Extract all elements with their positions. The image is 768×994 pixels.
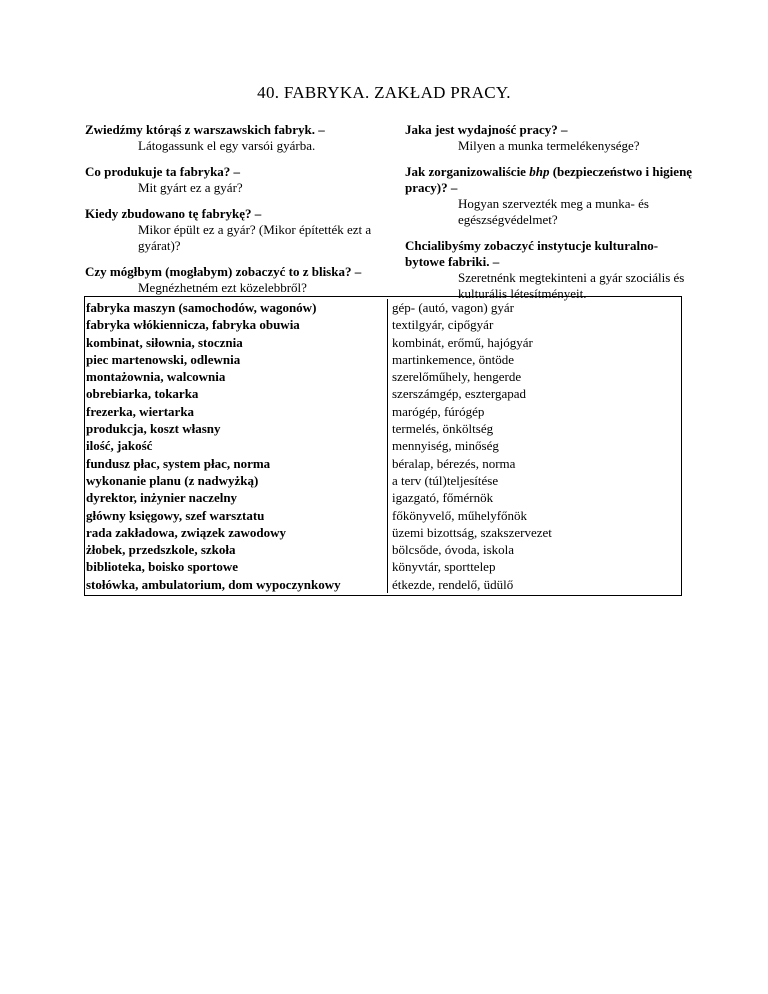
dialogue-pair (85, 264, 375, 296)
vocab-hungarian-term: béralap, bérezés, norma (392, 455, 516, 471)
vocab-polish-term: fundusz płac, system płac, norma (86, 455, 271, 471)
vocab-hungarian-term: könyvtár, sporttelep (392, 559, 496, 575)
vocab-hungarian-term: étkezde, rendelő, üdülő (392, 576, 514, 592)
vocab-hungarian-term: mennyiség, minőség (392, 438, 499, 454)
polish-question: Chcialibyśmy zobaczyć instytucje kulturalno-bytowe fabriki. – (405, 238, 659, 269)
dialogue-pair (85, 122, 375, 154)
polish-vocabulary-column (85, 299, 387, 593)
vocab-polish-term: montażownia, walcownia (86, 369, 226, 385)
vocab-polish-term: główny księgowy, szef warsztatu (86, 507, 265, 523)
question-prefix: Jak zorganizowaliście (405, 164, 530, 179)
vocab-hungarian-term: bölcsőde, óvoda, iskola (392, 542, 515, 558)
hungarian-answer: Milyen a munka termelékenysége? (458, 138, 640, 153)
vocab-polish-term: fabryka włókiennicza, fabryka obuwia (86, 317, 300, 333)
vocab-hungarian-term: textilgyár, cipőgyár (392, 317, 494, 333)
polish-question: Kiedy zbudowano tę fabrykę? – (85, 206, 262, 221)
dialogue-pair (405, 238, 695, 302)
vocab-hungarian-term: martinkemence, öntöde (392, 351, 515, 367)
vocab-hungarian-term: termelés, önköltség (392, 421, 494, 437)
vocab-polish-term: żłobek, przedszkole, szkoła (86, 542, 236, 558)
hungarian-answer: Látogassunk el egy varsói gyárba. (138, 138, 316, 153)
vocab-polish-term: frezerka, wiertarka (86, 403, 195, 419)
dialogue-pair (85, 206, 375, 254)
vocab-hungarian-term: igazgató, főmérnök (392, 490, 494, 506)
vocab-polish-term: obrebiarka, tokarka (86, 386, 199, 402)
vocab-polish-term: biblioteka, boisko sportowe (86, 559, 239, 575)
hungarian-answer: Szeretnénk megtekinteni a gyár szociális és kulturális létesítményeit. (458, 270, 685, 301)
vocab-hungarian-term: főkönyvelő, műhelyfőnök (392, 507, 528, 523)
vocab-polish-term: wykonanie planu (z nadwyżką) (86, 472, 259, 488)
vocab-hungarian-term: szerelőműhely, hengerde (392, 369, 522, 385)
dialogue-pair (85, 164, 375, 196)
vocab-hungarian-term: kombinát, erőmű, hajógyár (392, 334, 533, 350)
vocab-polish-term: ilość, jakość (86, 438, 153, 454)
vocab-hungarian-term: a terv (túl)teljesítése (392, 472, 499, 488)
vocab-polish-term: rada zakładowa, związek zawodowy (86, 524, 287, 540)
dialogue-pair (405, 122, 695, 154)
polish-question (405, 164, 695, 196)
polish-question: Jaka jest wydajność pracy? – (405, 122, 568, 137)
left-dialogue-column (85, 122, 375, 306)
hungarian-answer: Mikor épült ez a gyár? (Mikor építették ezt a gyárat)? (138, 222, 372, 253)
hungarian-answer: Hogyan szervezték meg a munka- és egészségvédelmet? (458, 196, 649, 227)
dialogue-pair (405, 164, 695, 228)
vocab-polish-term: kombinat, siłownia, stocznia (86, 334, 243, 350)
right-dialogue-column (405, 122, 695, 312)
question-suffix: (bezpieczeństwo i higienę pracy)? – (405, 164, 693, 195)
hungarian-vocabulary-column (388, 299, 681, 593)
vocab-hungarian-term: szerszámgép, esztergapad (392, 386, 527, 402)
hungarian-answer: Megnézhetném ezt közelebbről? (138, 280, 307, 295)
polish-question: Zwiedźmy którąś z warszawskich fabryk. – (85, 122, 325, 137)
vocab-polish-term: produkcja, koszt własny (86, 421, 221, 437)
polish-question: Co produkuje ta fabryka? – (85, 164, 241, 179)
vocabulary-table (84, 296, 682, 596)
vocab-hungarian-term: marógép, fúrógép (392, 403, 485, 419)
hungarian-answer: Mit gyárt ez a gyár? (138, 180, 243, 195)
vocab-polish-term: piec martenowski, odlewnia (86, 351, 241, 367)
vocab-hungarian-term: üzemi bizottság, szakszervezet (392, 524, 552, 540)
vocab-polish-term: dyrektor, inżynier naczelny (86, 490, 238, 506)
polish-question: Czy mógłbym (mogłabym) zobaczyć to z bliska? – (85, 264, 362, 279)
page-title: 40. FABRYKA. ZAKŁAD PRACY. (257, 83, 511, 102)
bhp-abbreviation: bhp (529, 164, 550, 179)
vocab-hungarian-term: gép- (autó, vagon) gyár (392, 300, 515, 315)
vocab-polish-term: fabryka maszyn (samochodów, wagonów) (86, 300, 317, 315)
vocab-polish-term: stołówka, ambulatorium, dom wypoczynkowy (86, 576, 341, 592)
